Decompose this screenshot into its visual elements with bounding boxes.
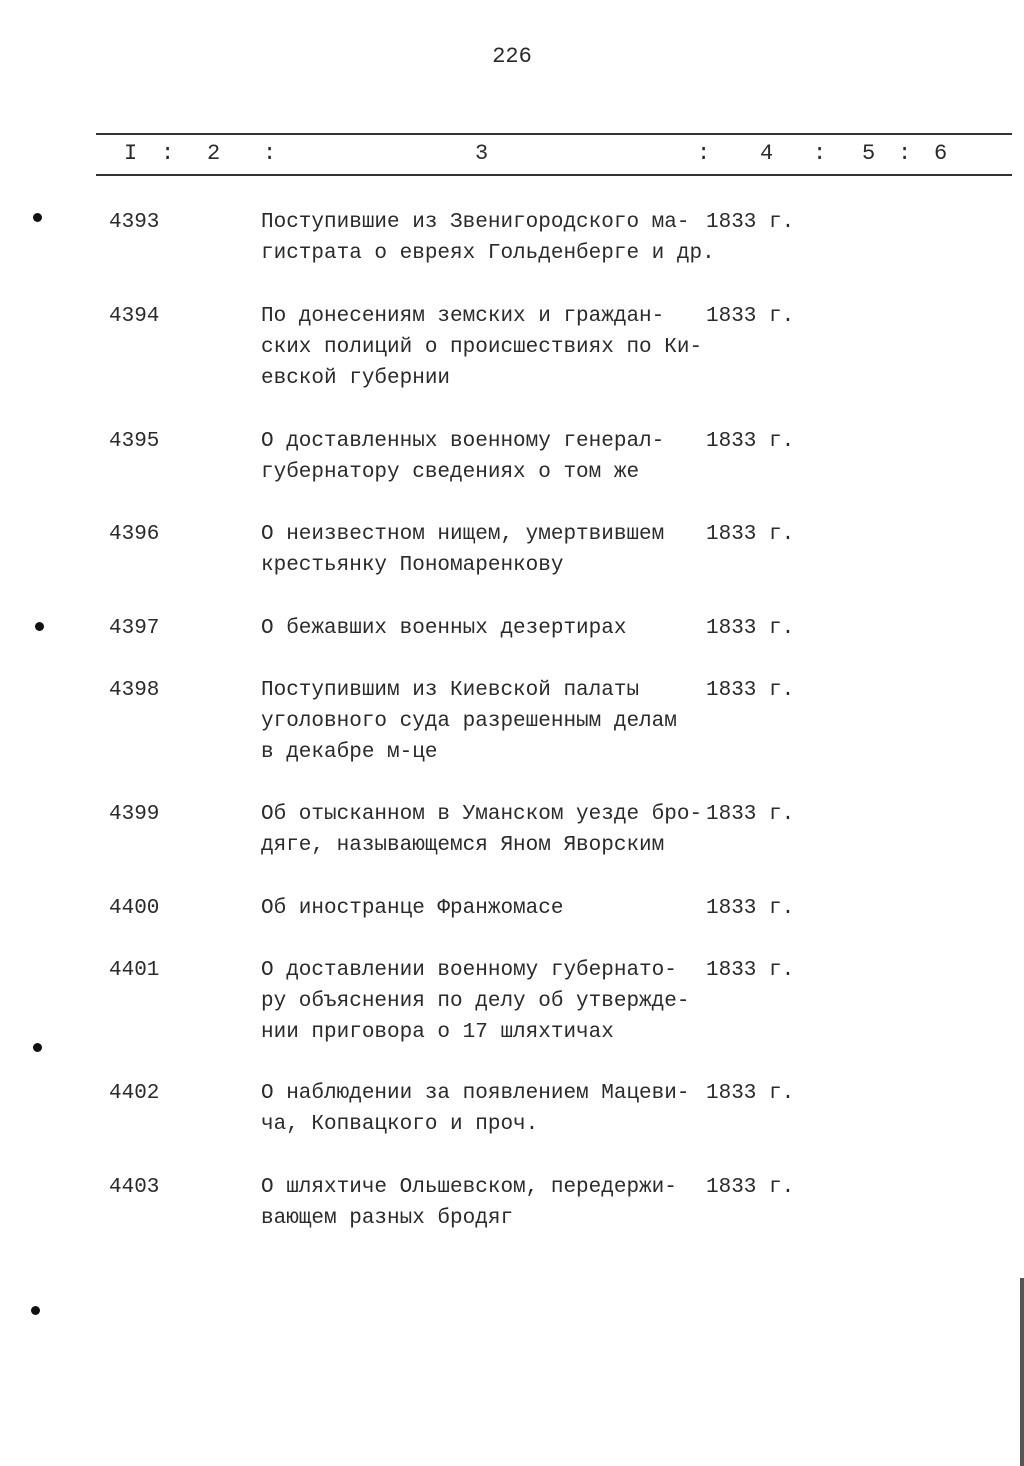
description-line: О наблюдении за появлением Мацеви- xyxy=(261,1082,690,1105)
column-separator: : xyxy=(813,141,827,166)
entry-number: 4399 xyxy=(109,803,160,826)
entry-number: 4402 xyxy=(109,1082,160,1105)
binding-hole-mark xyxy=(33,1043,42,1052)
entry-number: 4397 xyxy=(109,617,160,640)
entry-description xyxy=(261,613,706,644)
header-bottom-rule xyxy=(96,174,1012,176)
entry-description xyxy=(261,207,715,269)
description-line: губернатору сведениях о том же xyxy=(261,461,640,484)
description-line: евской губернии xyxy=(261,367,451,390)
entry-year: 1833 г. xyxy=(706,897,795,920)
scan-edge-shadow xyxy=(1020,1278,1024,1466)
column-separator: : xyxy=(697,141,711,166)
description-line: ских полиций о происшествиях по Ки- xyxy=(261,336,703,359)
binding-hole-mark xyxy=(33,213,42,222)
column-5-header: 5 xyxy=(862,141,876,166)
entry-year: 1833 г. xyxy=(706,679,795,702)
description-line: гистрата о евреях Гольденберге и др. xyxy=(261,242,715,265)
header-top-rule xyxy=(96,133,1012,135)
entry-year: 1833 г. xyxy=(706,617,795,640)
description-line: О доставлении военному губернато- xyxy=(261,959,677,982)
description-line: Об иностранце Франжомасе xyxy=(261,897,564,920)
entry-year: 1833 г. xyxy=(706,430,795,453)
description-line: О шляхтиче Ольшевском, передержи- xyxy=(261,1176,677,1199)
entry-number: 4401 xyxy=(109,959,160,982)
description-line: О бежавших военных дезертирах xyxy=(261,617,627,640)
description-line: О неизвестном нищем, умертвившем xyxy=(261,523,665,546)
description-line: в декабре м-це xyxy=(261,741,438,764)
description-line: Об отысканном в Уманском уезде бро- xyxy=(261,803,703,826)
entry-year: 1833 г. xyxy=(706,1176,795,1199)
entry-description xyxy=(261,301,706,394)
column-separator: : xyxy=(263,141,277,166)
description-line: нии приговора о 17 шляхтичах xyxy=(261,1021,614,1044)
entry-number: 4393 xyxy=(109,211,160,234)
entry-number: 4403 xyxy=(109,1176,160,1199)
entry-description xyxy=(261,1078,706,1140)
entry-year: 1833 г. xyxy=(706,1082,795,1105)
entry-number: 4398 xyxy=(109,679,160,702)
description-line: вающем разных бродяг xyxy=(261,1207,514,1230)
entry-year: 1833 г. xyxy=(706,959,795,982)
description-line: По донесениям земских и граждан- xyxy=(261,305,665,328)
page-number: 226 xyxy=(492,44,532,69)
binding-hole-mark xyxy=(31,1306,40,1315)
entry-description xyxy=(261,675,706,768)
column-2-header: 2 xyxy=(207,141,221,166)
entry-number: 4396 xyxy=(109,523,160,546)
entry-number: 4394 xyxy=(109,305,160,328)
column-3-header: 3 xyxy=(475,141,489,166)
entry-description xyxy=(261,893,706,924)
entry-description xyxy=(261,426,706,488)
column-1-header: I xyxy=(124,141,138,166)
entry-year: 1833 г. xyxy=(706,211,795,234)
column-separator: : xyxy=(161,141,175,166)
entry-description xyxy=(261,519,706,581)
entry-year: 1833 г. xyxy=(706,305,795,328)
description-line: уголовного суда разрешенным делам xyxy=(261,710,677,733)
description-line: О доставленных военному генерал- xyxy=(261,430,665,453)
description-line: Поступившие из Звенигородского ма- xyxy=(261,211,690,234)
description-line: ру объяснения по делу об утвержде- xyxy=(261,990,690,1013)
column-separator: : xyxy=(898,141,912,166)
column-4-header: 4 xyxy=(760,141,774,166)
entry-number: 4395 xyxy=(109,430,160,453)
description-line: дяге, называющемся Яном Яворским xyxy=(261,834,665,857)
binding-hole-mark xyxy=(35,622,44,631)
entry-description xyxy=(261,1172,706,1234)
entry-year: 1833 г. xyxy=(706,803,795,826)
entry-description xyxy=(261,799,706,861)
entry-number: 4400 xyxy=(109,897,160,920)
description-line: ча, Копвацкого и проч. xyxy=(261,1113,539,1136)
description-line: крестьянку Пономаренкову xyxy=(261,554,564,577)
description-line: Поступившим из Киевской палаты xyxy=(261,679,640,702)
column-6-header: 6 xyxy=(934,141,948,166)
column-header-row xyxy=(0,141,1024,169)
entry-year: 1833 г. xyxy=(706,523,795,546)
entry-description xyxy=(261,955,706,1048)
